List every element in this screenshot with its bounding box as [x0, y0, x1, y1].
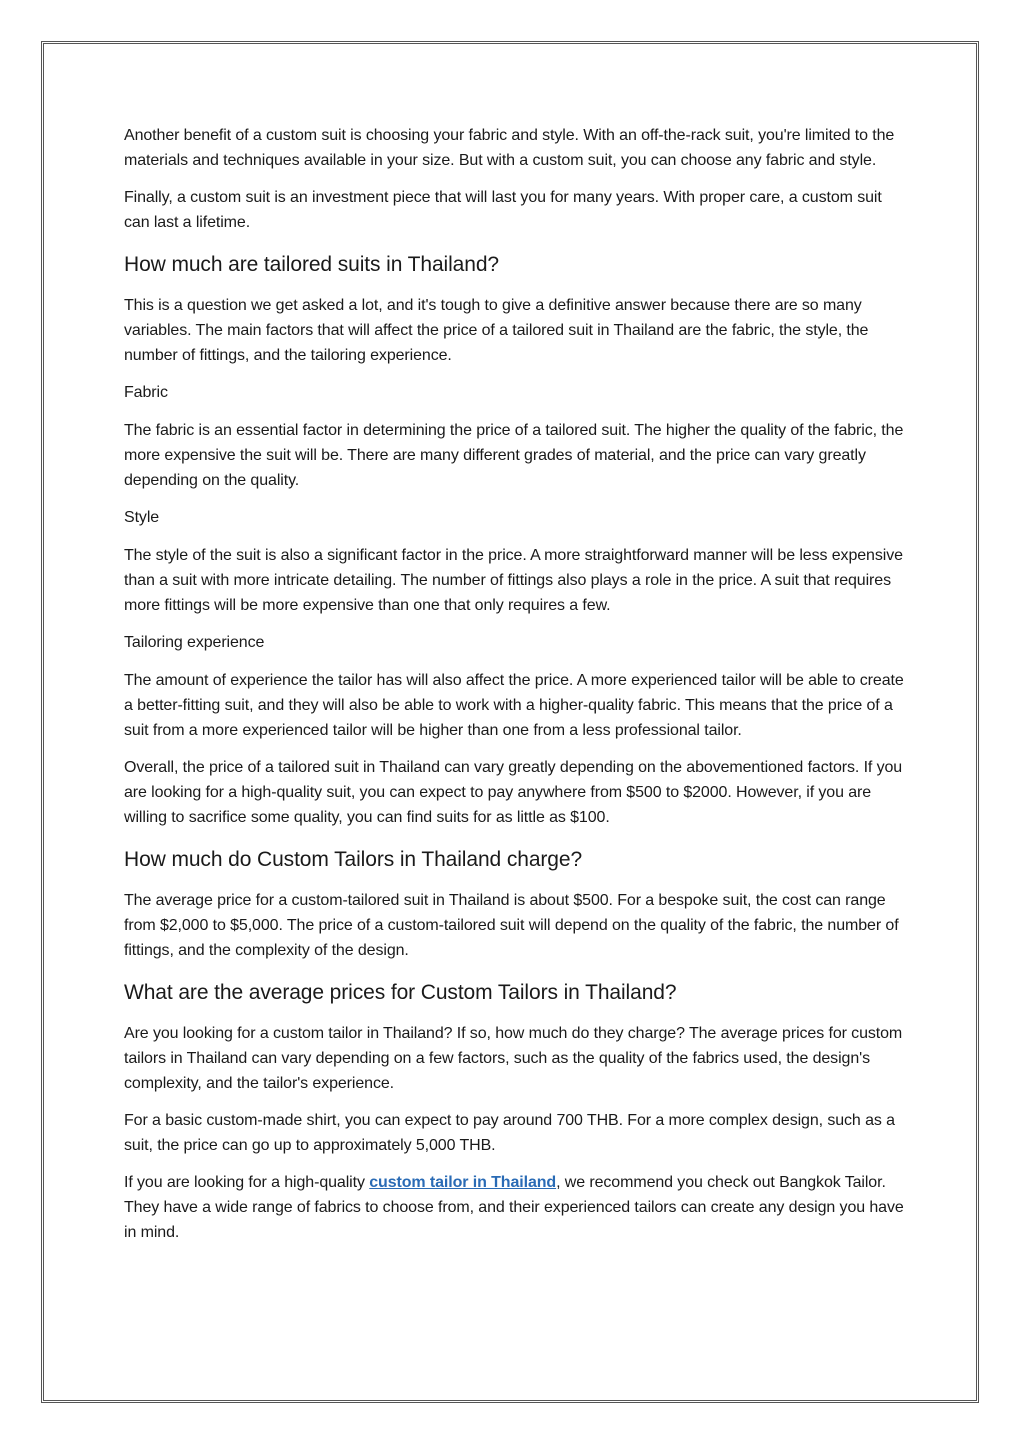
paragraph-price-factors: This is a question we get asked a lot, and it's tough to give a definitive answer because there are so many variables. The main factors that will affect the price of a tailored suit in Thailand are the fabric, the style, the number of fittings, and the tailoring experience. — [124, 297, 869, 364]
paragraph-average-price: The average price for a custom-tailored suit in Thailand is about $500. For a bespoke suit, the cost can range from $2,000 to $5,000. The price of a custom-tailored suit will depend on the quality of the fabric, the number of fittings, and the complexity of the design. — [124, 892, 899, 959]
recommendation-text-before: If you are looking for a high-quality — [124, 1174, 370, 1191]
label-fabric: Fabric — [124, 384, 168, 401]
document-body — [124, 123, 904, 1257]
paragraph-fabric-benefit: Another benefit of a custom suit is choosing your fabric and style. With an off-the-rack suit, you're limited to the materials and techniques available in your size. But with a custom suit, you can choose any fabric and style. — [124, 127, 895, 169]
paragraph-fabric: The fabric is an essential factor in determining the price of a tailored suit. The higher the quality of the fabric, the more expensive the suit will be. There are many different grades of material, and the price can vary greatly depending on the quality. — [124, 422, 904, 489]
custom-tailor-thailand-link[interactable]: custom tailor in Thailand — [369, 1174, 557, 1191]
heading-tailored-suits-cost: How much are tailored suits in Thailand? — [124, 253, 499, 276]
label-tailoring-experience: Tailoring experience — [124, 634, 265, 651]
paragraph-recommendation — [124, 1170, 904, 1245]
paragraph-overall-price: Overall, the price of a tailored suit in Thailand can vary greatly depending on the abovementioned factors. If you are looking for a high-quality suit, you can expect to pay anywhere from $500 to $2000. However, if you are willing to sacrifice some quality, you can find suits for as little as $100. — [124, 759, 903, 826]
paragraph-experience: The amount of experience the tailor has will also affect the price. A more experienced tailor will be able to create a better-fitting suit, and they will also be able to work with a higher-quality fabric. This means that the price of a suit from a more experienced tailor will be higher than one from a less professional tailor. — [124, 672, 904, 739]
heading-custom-tailors-charge: How much do Custom Tailors in Thailand charge? — [124, 848, 583, 871]
paragraph-basic-shirt: For a basic custom-made shirt, you can expect to pay around 700 THB. For a more complex design, such as a suit, the price can go up to approximately 5,000 THB. — [124, 1112, 895, 1154]
label-style: Style — [124, 509, 160, 526]
heading-average-prices: What are the average prices for Custom Tailors in Thailand? — [124, 981, 677, 1004]
paragraph-style: The style of the suit is also a significant factor in the price. A more straightforward manner will be less expensive than a suit with more intricate detailing. The number of fittings also plays a role in the price. A suit that requires more fittings will be more expensive than one that only requires a few. — [124, 547, 903, 614]
recommendation-text-after: , we recommend you check out Bangkok Tailor. They have a wide range of fabrics to choose from, and their experienced tailors can create any design you have in mind. — [124, 1174, 904, 1241]
paragraph-looking-for-tailor: Are you looking for a custom tailor in Thailand? If so, how much do they charge? The average prices for custom tailors in Thailand can vary depending on a few factors, such as the quality of the fabrics used, the design's complexity, and the tailor's experience. — [124, 1025, 903, 1092]
paragraph-investment: Finally, a custom suit is an investment piece that will last you for many years. With proper care, a custom suit can last a lifetime. — [124, 189, 882, 231]
